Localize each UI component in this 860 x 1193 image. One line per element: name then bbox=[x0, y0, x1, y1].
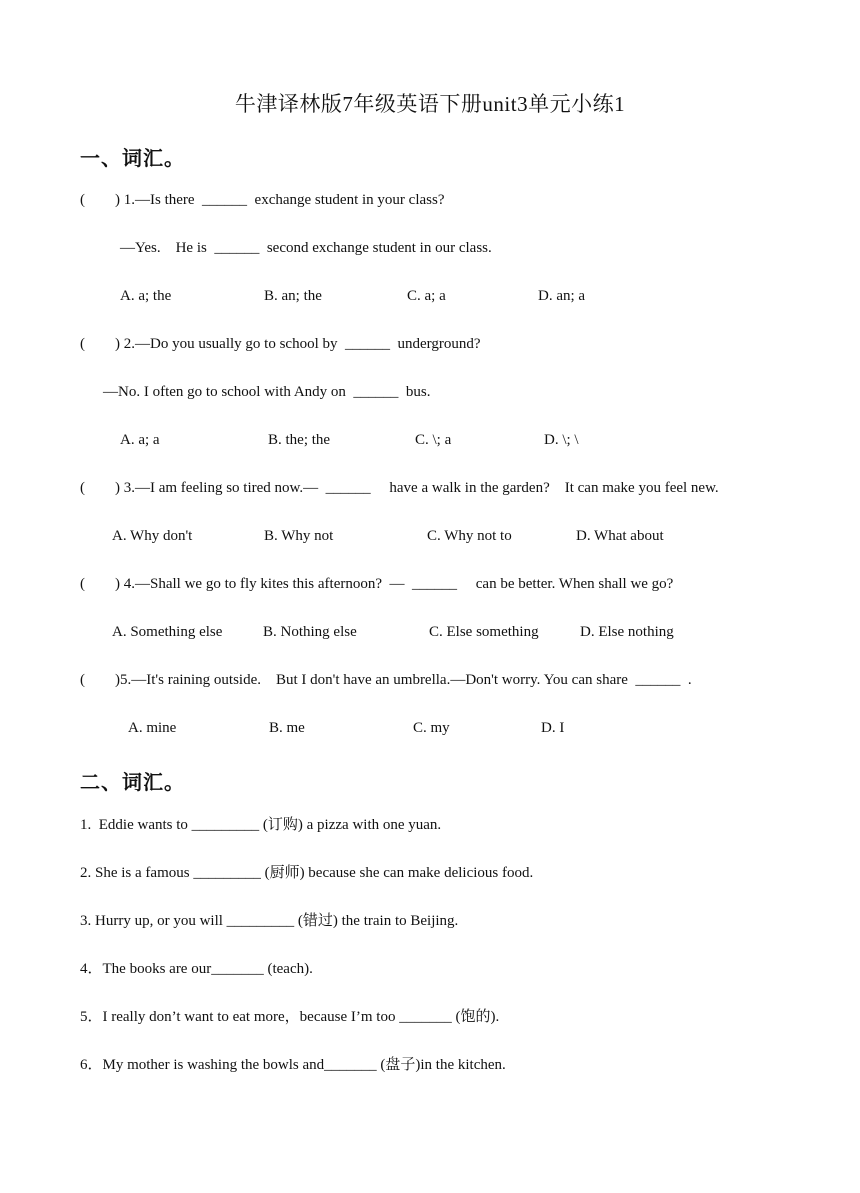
question-5-line-1: ( )5.—It's raining outside. But I don't have an umbrella.—Don't worry. You can share ______ . bbox=[80, 672, 692, 688]
question-3-option-b: B. Why not bbox=[264, 528, 334, 544]
question-2-line-2: —No. I often go to school with Andy on ______ bus. bbox=[103, 384, 431, 400]
question-5-option-a: A. mine bbox=[128, 720, 177, 736]
question-2-option-b: B. the; the bbox=[268, 432, 331, 448]
question-2-option-a: A. a; a bbox=[120, 432, 160, 448]
question-2-option-c: C. \; a bbox=[415, 432, 452, 448]
question-5-option-b: B. me bbox=[269, 720, 305, 736]
section-2-heading: 二、词汇。 bbox=[80, 770, 185, 794]
question-2-option-d: D. \; \ bbox=[544, 432, 579, 448]
question-5-option-d: D. I bbox=[541, 720, 565, 736]
page-title: 牛津译林版7年级英语下册unit3单元小练1 bbox=[234, 92, 626, 116]
question-4-option-a: A. Something else bbox=[112, 624, 223, 640]
question-4-option-b: B. Nothing else bbox=[263, 624, 357, 640]
fill-item-2: 2. She is a famous _________ (厨师) because she can make delicious food. bbox=[80, 865, 534, 881]
question-1-option-b: B. an; the bbox=[264, 288, 322, 304]
fill-item-1: 1. Eddie wants to _________ (订购) a pizza with one yuan. bbox=[80, 817, 442, 833]
question-1-line-2: —Yes. He is ______ second exchange student in our class. bbox=[120, 240, 492, 256]
fill-item-4: 4．The books are our_______ (teach). bbox=[80, 961, 313, 977]
question-1-option-a: A. a; the bbox=[120, 288, 172, 304]
fill-item-3: 3. Hurry up, or you will _________ (错过) the train to Beijing. bbox=[80, 913, 459, 929]
question-2-line-1: ( ) 2.—Do you usually go to school by ______ underground? bbox=[80, 336, 481, 352]
question-3-option-c: C. Why not to bbox=[427, 528, 512, 544]
question-1-option-d: D. an; a bbox=[538, 288, 586, 304]
question-4-line-1: ( ) 4.—Shall we go to fly kites this afternoon? — ______ can be better. When shall we go? bbox=[80, 576, 674, 592]
question-1-line-1: ( ) 1.—Is there ______ exchange student in your class? bbox=[80, 192, 445, 208]
section-1-heading: 一、词汇。 bbox=[80, 146, 185, 170]
question-3-line-1: ( ) 3.—I am feeling so tired now.— ______ have a walk in the garden? It can make you feel new. bbox=[80, 480, 719, 496]
question-4-option-c: C. Else something bbox=[429, 624, 539, 640]
question-5-option-c: C. my bbox=[413, 720, 450, 736]
fill-item-5: 5．I really don’t want to eat more，because I’m too _______ (饱的). bbox=[80, 1009, 500, 1025]
fill-item-6: 6．My mother is washing the bowls and_______ (盘子)in the kitchen. bbox=[80, 1057, 506, 1073]
question-3-option-d: D. What about bbox=[576, 528, 664, 544]
question-1-option-c: C. a; a bbox=[407, 288, 446, 304]
question-3-option-a: A. Why don't bbox=[112, 528, 193, 544]
question-4-option-d: D. Else nothing bbox=[580, 624, 674, 640]
